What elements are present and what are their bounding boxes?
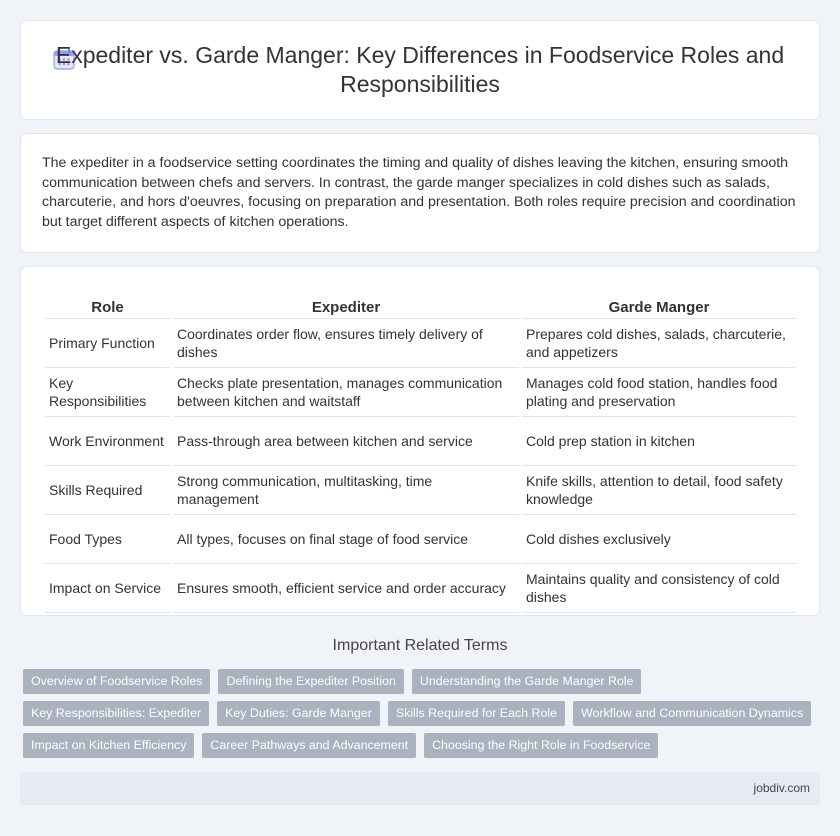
- column-header-expediter: Expediter: [173, 295, 519, 319]
- related-term-tag[interactable]: Impact on Kitchen Efficiency: [23, 733, 194, 758]
- row-label: Work Environment: [45, 417, 170, 466]
- garde-manger-cell: Cold prep station in kitchen: [522, 417, 796, 466]
- expediter-cell: Ensures smooth, efficient service and order accuracy: [173, 564, 519, 613]
- expediter-cell: Strong communication, multitasking, time management: [173, 466, 519, 515]
- garde-manger-cell: Cold dishes exclusively: [522, 515, 796, 564]
- summary-text: The expediter in a foodservice setting coordinates the timing and quality of dishes leaving the kitchen, ensuring smooth communication between chefs and servers. In contrast, the garde manger specializes in cold dishes such as salads, charcuterie, and hors d'oeuvres, focusing on preparation and presentation. Both roles require precision and coordination but target different aspects of kitchen operations.: [42, 155, 796, 230]
- column-header-garde-manger: Garde Manger: [522, 295, 796, 319]
- related-term-tag[interactable]: Understanding the Garde Manger Role: [412, 669, 642, 694]
- comparison-table-card: [20, 266, 820, 616]
- footer-site-link[interactable]: jobdiv.com: [753, 781, 810, 795]
- garde-manger-cell: Manages cold food station, handles food plating and preservation: [522, 368, 796, 417]
- garde-manger-cell: Prepares cold dishes, salads, charcuterie, and appetizers: [522, 319, 796, 368]
- column-header-role: Role: [45, 295, 170, 319]
- table-row: [45, 564, 796, 613]
- related-terms-heading: Important Related Terms: [332, 637, 508, 654]
- row-label: Skills Required: [45, 466, 170, 515]
- table-row: [45, 515, 796, 564]
- expediter-cell: All types, focuses on final stage of food service: [173, 515, 519, 564]
- garde-manger-cell: Knife skills, attention to detail, food safety knowledge: [522, 466, 796, 515]
- row-label: Key Responsibilities: [45, 368, 170, 417]
- expediter-cell: Coordinates order flow, ensures timely delivery of dishes: [173, 319, 519, 368]
- related-term-tag[interactable]: Key Responsibilities: Expediter: [23, 701, 209, 726]
- comparison-table: [42, 295, 799, 613]
- related-term-tag[interactable]: Overview of Foodservice Roles: [23, 669, 210, 694]
- related-term-tag[interactable]: Skills Required for Each Role: [388, 701, 565, 726]
- expediter-cell: Pass-through area between kitchen and service: [173, 417, 519, 466]
- row-label: Primary Function: [45, 319, 170, 368]
- related-term-tag[interactable]: Workflow and Communication Dynamics: [573, 701, 811, 726]
- related-term-tag[interactable]: Key Duties: Garde Manger: [217, 701, 380, 726]
- table-row: [45, 368, 796, 417]
- related-term-tag[interactable]: Career Pathways and Advancement: [202, 733, 416, 758]
- page-title: Expediter vs. Garde Manger: Key Differences in Foodservice Roles and Responsibilities: [55, 42, 785, 97]
- related-term-tag[interactable]: Choosing the Right Role in Foodservice: [424, 733, 658, 758]
- table-row: [45, 417, 796, 466]
- expediter-cell: Checks plate presentation, manages communication between kitchen and waitstaff: [173, 368, 519, 417]
- header-card: [20, 20, 820, 120]
- summary-card: [20, 133, 820, 253]
- row-label: Impact on Service: [45, 564, 170, 613]
- table-row: [45, 319, 796, 368]
- garde-manger-cell: Maintains quality and consistency of cold dishes: [522, 564, 796, 613]
- footer: [20, 772, 820, 805]
- row-label: Food Types: [45, 515, 170, 564]
- related-term-tag[interactable]: Defining the Expediter Position: [218, 669, 403, 694]
- table-header-row: [45, 295, 796, 319]
- table-row: [45, 466, 796, 515]
- related-terms-list: [23, 669, 823, 758]
